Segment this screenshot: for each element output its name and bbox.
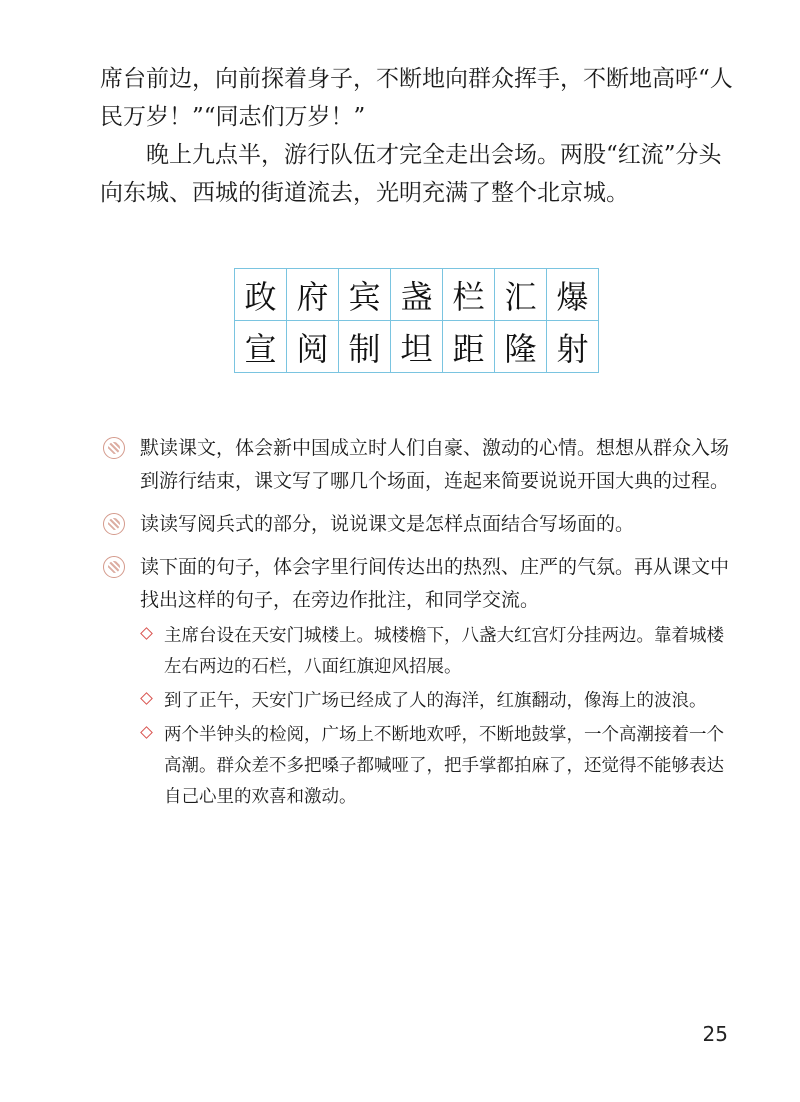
character-cell: 制	[339, 321, 391, 373]
diamond-bullet-icon	[140, 692, 153, 705]
character-cell: 府	[287, 269, 339, 321]
diamond-bullet-icon	[140, 726, 153, 739]
diamond-bullet-icon	[140, 627, 153, 640]
exercise-item	[100, 551, 740, 813]
passage-paragraph: 席台前边，向前探着身子，不断地向群众挥手，不断地高呼“人民万岁！”“同志们万岁！”	[100, 66, 733, 130]
page-number: 25	[702, 1022, 728, 1046]
character-grid	[234, 268, 599, 373]
character-cell: 阅	[287, 321, 339, 373]
exercise-text: 默读课文，体会新中国成立时人们自豪、激动的心情。想想从群众入场到游行结束，课文写了哪几个场面，连起来简要说说开国大典的过程。	[140, 437, 730, 492]
sentence-list	[140, 621, 740, 813]
sentence-text: 主席台设在天安门城楼上。城楼檐下，八盏大红宫灯分挂两边。靠着城楼左右两边的石栏，八面红旗迎风招展。	[164, 626, 724, 677]
seal-icon	[103, 556, 125, 578]
passage	[100, 60, 740, 212]
sentence-item	[140, 621, 740, 683]
character-cell: 汇	[495, 269, 547, 321]
sentence-text: 两个半钟头的检阅，广场上不断地欢呼，不断地鼓掌，一个高潮接着一个高潮。群众差不多把嗓子都喊哑了，把手掌都拍麻了，还觉得不能够表达自己心里的欢喜和激动。	[164, 725, 724, 807]
exercise-text: 读下面的句子，体会字里行间传达出的热烈、庄严的气氛。再从课文中找出这样的句子，在旁边作批注，和同学交流。	[140, 556, 730, 611]
exercise-text: 读读写阅兵式的部分，说说课文是怎样点面结合写场面的。	[140, 513, 635, 535]
exercise-item	[100, 432, 740, 498]
passage-paragraph: 晚上九点半，游行队伍才完全走出会场。两股“红流”分头向东城、西城的街道流去，光明充满了整个北京城。	[100, 142, 722, 206]
character-cell: 政	[235, 269, 287, 321]
character-cell: 栏	[443, 269, 495, 321]
sentence-item	[140, 720, 740, 813]
exercise-list	[100, 432, 740, 823]
seal-icon	[103, 513, 125, 535]
character-cell: 盏	[391, 269, 443, 321]
seal-icon	[103, 437, 125, 459]
character-cell: 宾	[339, 269, 391, 321]
character-cell: 射	[547, 321, 599, 373]
exercise-item	[100, 508, 740, 541]
character-cell: 坦	[391, 321, 443, 373]
character-cell: 爆	[547, 269, 599, 321]
character-cell: 宣	[235, 321, 287, 373]
sentence-text: 到了正午，天安门广场已经成了人的海洋，红旗翻动，像海上的波浪。	[164, 691, 707, 711]
sentence-item	[140, 686, 740, 717]
character-cell: 距	[443, 321, 495, 373]
character-cell: 隆	[495, 321, 547, 373]
